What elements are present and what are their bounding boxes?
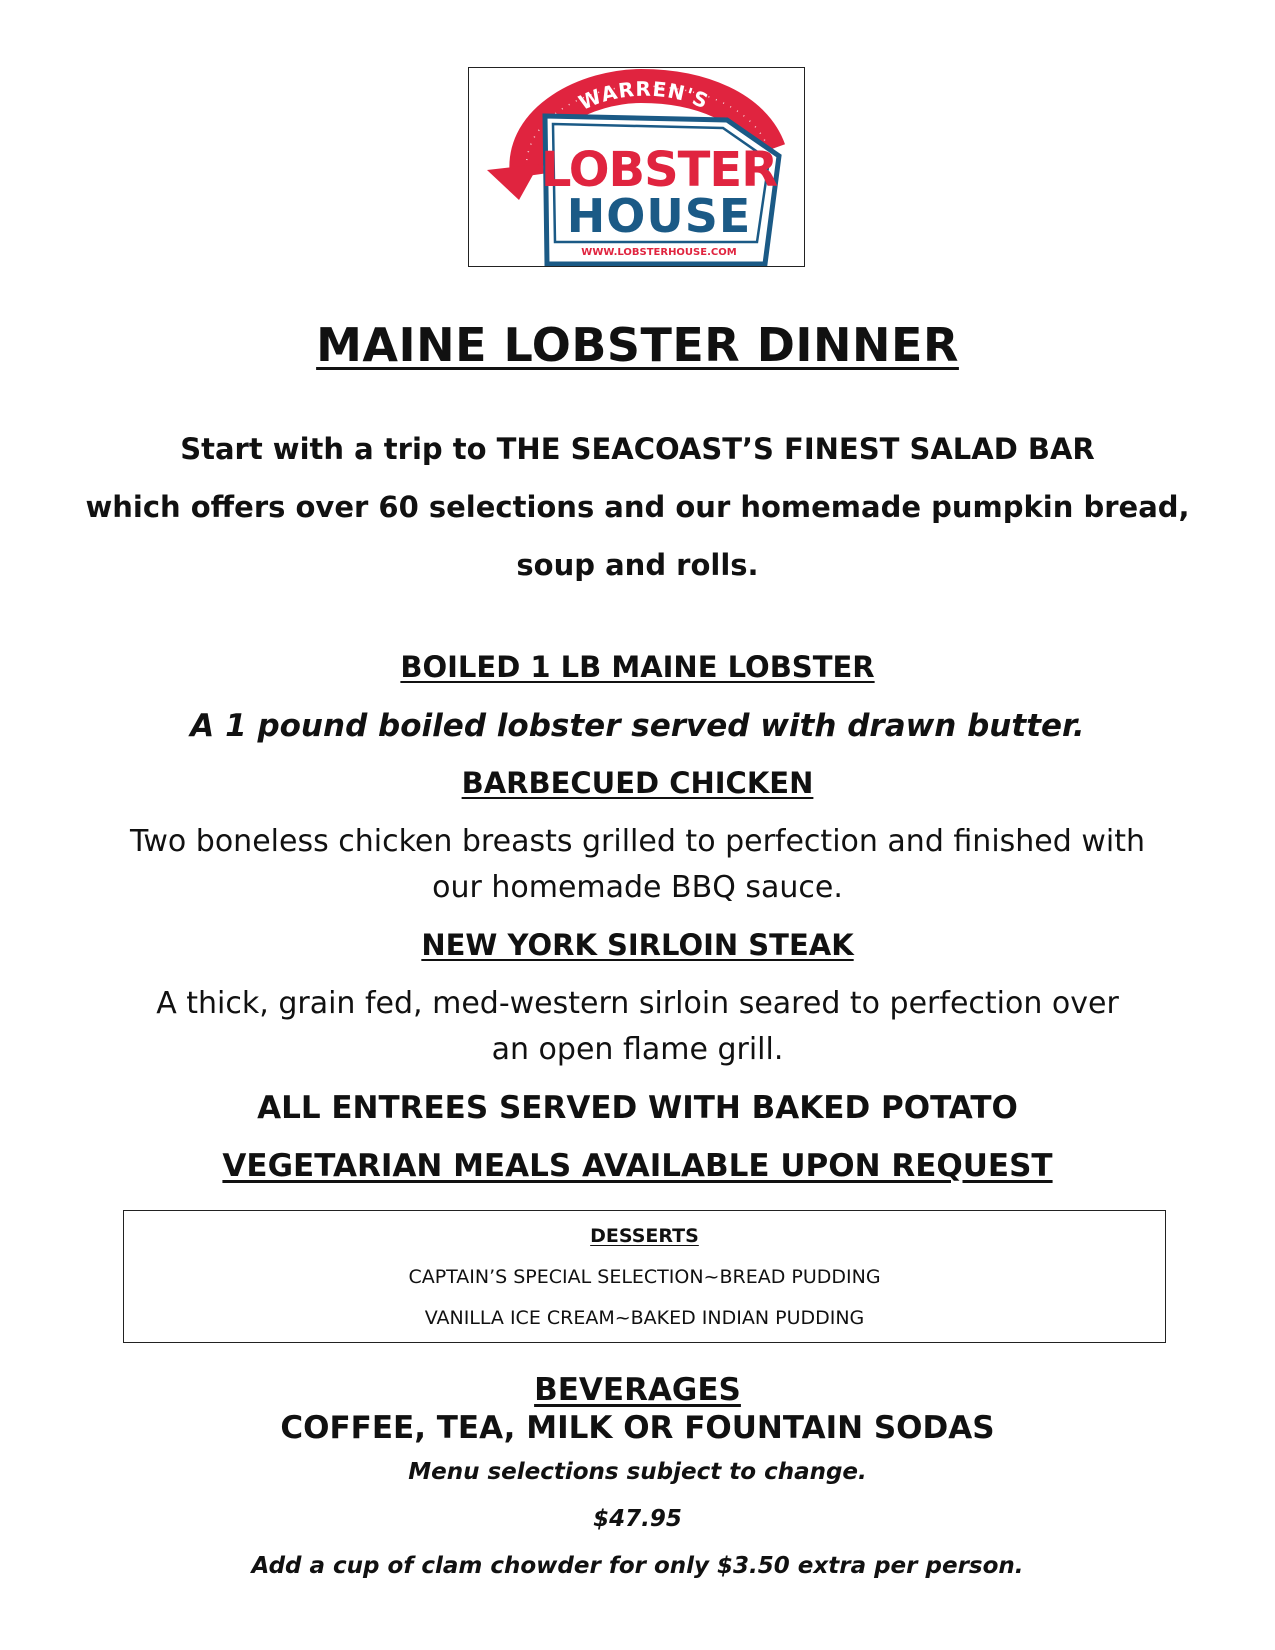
entree-chicken-desc-2: our homemade BBQ sauce. bbox=[432, 870, 843, 905]
lobster-house-logo-icon bbox=[469, 68, 804, 266]
desserts-box bbox=[123, 1210, 1166, 1343]
baked-potato-note: ALL ENTREES SERVED WITH BAKED POTATO bbox=[257, 1090, 1018, 1126]
svg-text:LOBSTER: LOBSTER bbox=[540, 142, 778, 198]
svg-text:WWW.LOBSTERHOUSE.COM: WWW.LOBSTERHOUSE.COM bbox=[581, 247, 737, 258]
dessert-line-1: CAPTAIN’S SPECIAL SELECTION~BREAD PUDDING bbox=[408, 1266, 881, 1288]
svg-text:HOUSE: HOUSE bbox=[566, 189, 752, 243]
chowder-addon: Add a cup of clam chowder for only $3.50 extra per person. bbox=[251, 1553, 1024, 1579]
entree-steak-heading: NEW YORK SIRLOIN STEAK bbox=[421, 928, 854, 962]
menu-disclaimer: Menu selections subject to change. bbox=[408, 1459, 867, 1485]
beverages-list: COFFEE, TEA, MILK OR FOUNTAIN SODAS bbox=[280, 1410, 995, 1446]
dessert-line-2: VANILLA ICE CREAM~BAKED INDIAN PUDDING bbox=[424, 1307, 865, 1329]
page-title: MAINE LOBSTER DINNER bbox=[316, 318, 959, 372]
entree-chicken-desc-1: Two boneless chicken breasts grilled to perfection and finished with bbox=[130, 824, 1145, 859]
entree-lobster-heading: BOILED 1 LB MAINE LOBSTER bbox=[400, 650, 875, 684]
entree-chicken-heading: BARBECUED CHICKEN bbox=[461, 766, 814, 800]
entree-steak-desc-1: A thick, grain fed, med-western sirloin seared to perfection over bbox=[156, 986, 1119, 1021]
entree-steak-desc-2: an open flame grill. bbox=[491, 1032, 784, 1067]
entree-lobster-desc: A 1 pound boiled lobster served with drawn butter. bbox=[190, 708, 1085, 744]
intro-line-2: which offers over 60 selections and our homemade pumpkin bread, bbox=[85, 490, 1190, 524]
price: $47.95 bbox=[593, 1506, 682, 1532]
desserts-heading: DESSERTS bbox=[590, 1225, 699, 1247]
svg-text:WARREN'S: WARREN'S bbox=[575, 76, 713, 115]
vegetarian-note: VEGETARIAN MEALS AVAILABLE UPON REQUEST bbox=[222, 1148, 1053, 1184]
intro-line-3: soup and rolls. bbox=[516, 548, 759, 582]
intro-line-1: Start with a trip to THE SEACOAST’S FINEST SALAD BAR bbox=[180, 432, 1095, 466]
restaurant-logo bbox=[468, 67, 805, 267]
beverages-heading: BEVERAGES bbox=[534, 1372, 741, 1408]
